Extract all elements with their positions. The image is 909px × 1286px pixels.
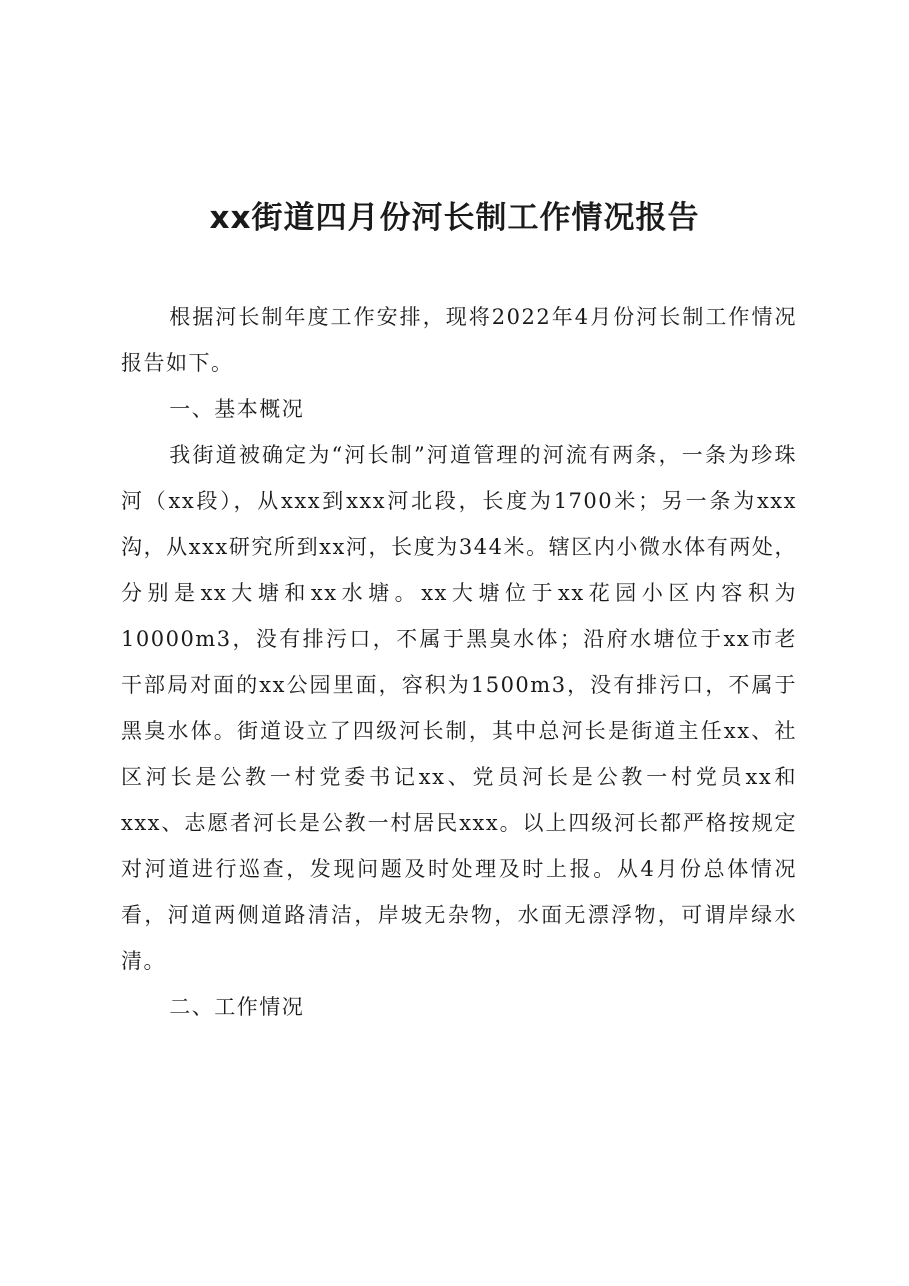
document-body	[121, 294, 797, 1030]
overview-paragraph: 我街道被确定为“河长制”河道管理的河流有两条，一条为珍珠河（xx段），从xxx到xxx河北段，长度为1700米；另一条为xxx沟，从xxx研究所到xx河，长度为344米。辖区内小微水体有两处，分别是xx大塘和xx水塘。xx大塘位于xx花园小区内容积为10000m3，没有排污口，不属于黑臭水体；沿府水塘位于xx市老干部局对面的xx公园里面，容积为1500m3，没有排污口，不属于黑臭水体。街道设立了四级河长制，其中总河长是街道主任xx、社区河长是公教一村党委书记xx、党员河长是公教一村党员xx和xxx、志愿者河长是公教一村居民xxx。以上四级河长都严格按规定对河道进行巡查，发现问题及时处理及时上报。从4月份总体情况看，河道两侧道路清洁，岸坡无杂物，水面无漂浮物，可谓岸绿水清。	[121, 443, 797, 973]
section-heading-work: 二、工作情况	[169, 995, 305, 1019]
document-title: xx街道四月份河长制工作情况报告	[209, 200, 700, 236]
section-heading-overview: 一、基本概况	[169, 397, 305, 421]
intro-paragraph: 根据河长制年度工作安排，现将2022年4月份河长制工作情况报告如下。	[121, 305, 797, 375]
